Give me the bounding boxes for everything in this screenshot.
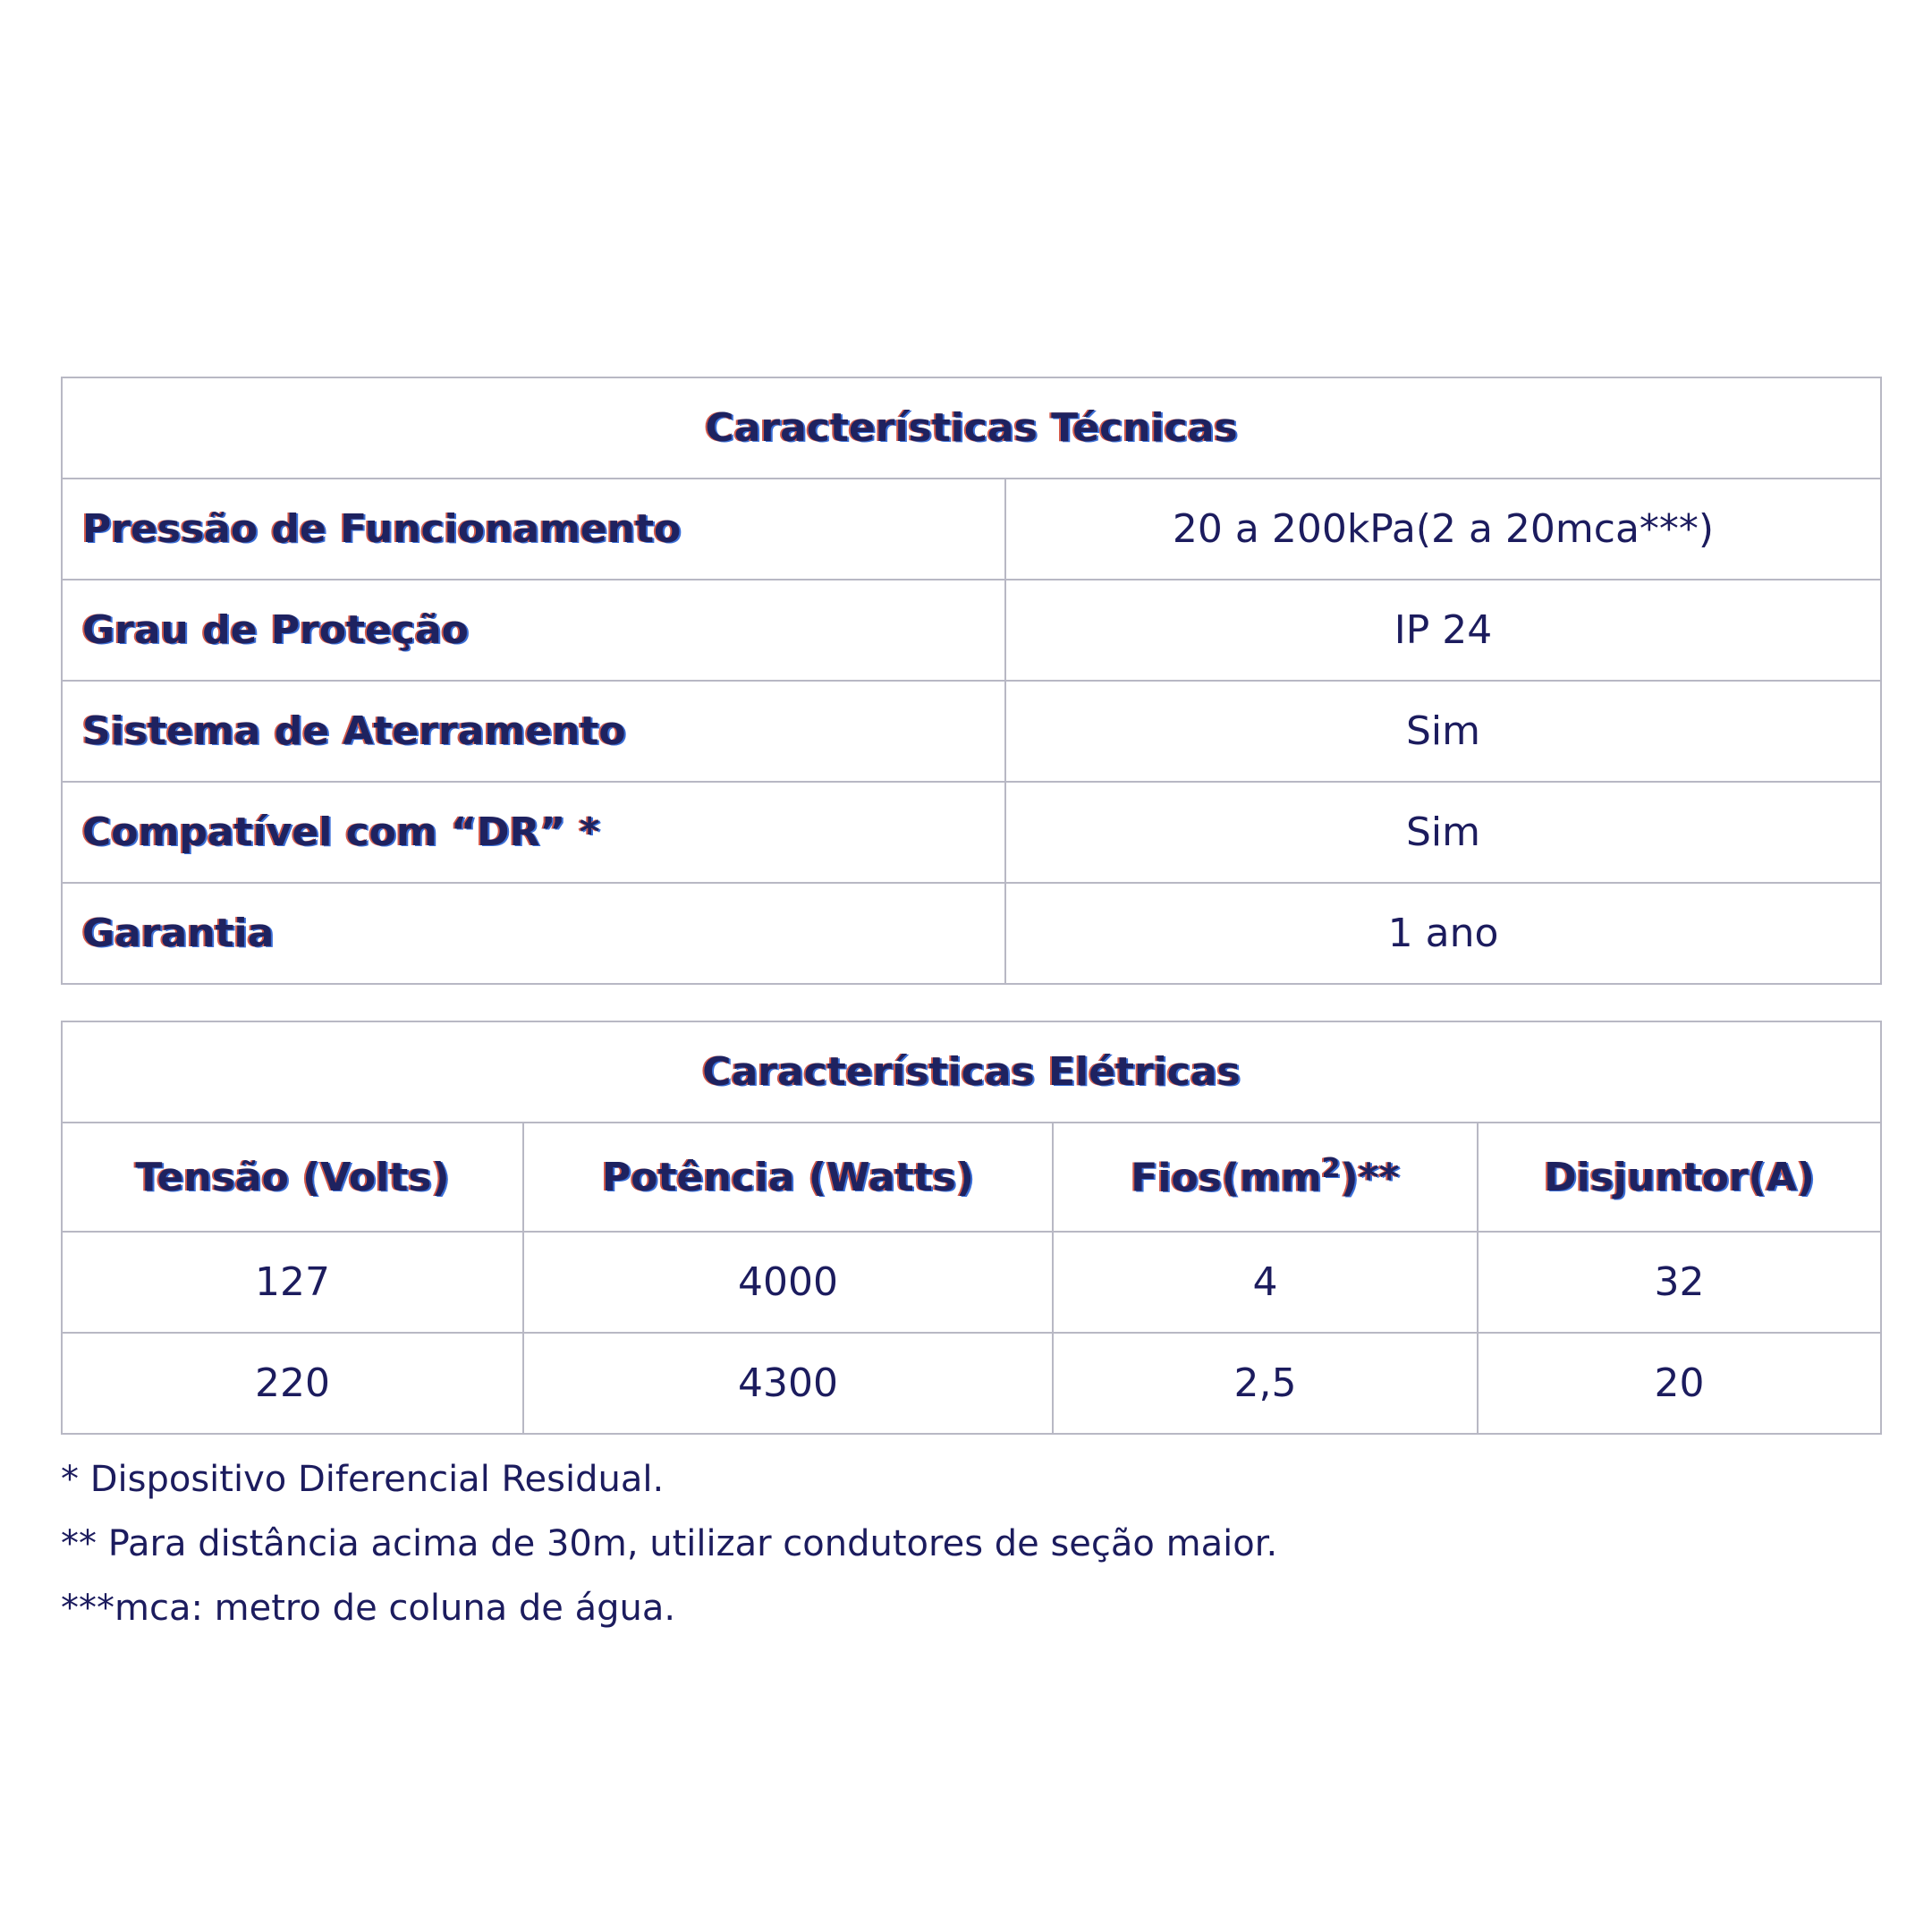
table-row xyxy=(62,782,1881,883)
footnote-mca: ***mca: metro de coluna de água. xyxy=(61,1588,676,1629)
table-row xyxy=(62,1232,1881,1333)
power-cell: 4300 xyxy=(523,1333,1053,1434)
power-cell: 4000 xyxy=(523,1232,1053,1333)
row-label: Grau de Proteção xyxy=(62,580,1005,681)
row-value: Sim xyxy=(1005,782,1881,883)
footnotes xyxy=(61,1447,1277,1640)
row-value: 1 ano xyxy=(1005,883,1881,984)
voltage-cell: 220 xyxy=(62,1333,523,1434)
breaker-cell: 20 xyxy=(1478,1333,1881,1434)
voltage-cell: 127 xyxy=(62,1232,523,1333)
row-label: Sistema de Aterramento xyxy=(62,681,1005,782)
row-value: IP 24 xyxy=(1005,580,1881,681)
row-label: Compatível com “DR” * xyxy=(62,782,1005,883)
row-label: Garantia xyxy=(62,883,1005,984)
row-label: Pressão de Funcionamento xyxy=(62,479,1005,580)
power-header: Potência (Watts) xyxy=(523,1123,1053,1232)
row-value: 20 a 200kPa(2 a 20mca***) xyxy=(1005,479,1881,580)
wires-cell: 2,5 xyxy=(1053,1333,1478,1434)
table-row xyxy=(62,580,1881,681)
wires-header-superscript: 2 xyxy=(1321,1153,1341,1185)
breaker-header: Disjuntor(A) xyxy=(1478,1123,1881,1232)
wires-cell: 4 xyxy=(1053,1232,1478,1333)
table-row xyxy=(62,1333,1881,1434)
table-header-row xyxy=(62,1123,1881,1232)
footnote-dr: * Dispositivo Diferencial Residual. xyxy=(61,1459,665,1500)
table-row xyxy=(62,479,1881,580)
table-row xyxy=(62,681,1881,782)
wires-header xyxy=(1053,1123,1478,1232)
electrical-characteristics-table xyxy=(61,1021,1882,1435)
table-row xyxy=(62,883,1881,984)
wires-header-suffix: )** xyxy=(1340,1155,1400,1201)
technical-characteristics-table xyxy=(61,377,1882,985)
technical-table-title: Características Técnicas xyxy=(62,377,1881,479)
voltage-header: Tensão (Volts) xyxy=(62,1123,523,1232)
footnote-wires: ** Para distância acima de 30m, utilizar condutores de seção maior. xyxy=(61,1523,1278,1564)
row-value: Sim xyxy=(1005,681,1881,782)
wires-header-prefix: Fios(mm xyxy=(1131,1155,1322,1201)
electrical-table-title: Características Elétricas xyxy=(62,1021,1881,1123)
breaker-cell: 32 xyxy=(1478,1232,1881,1333)
